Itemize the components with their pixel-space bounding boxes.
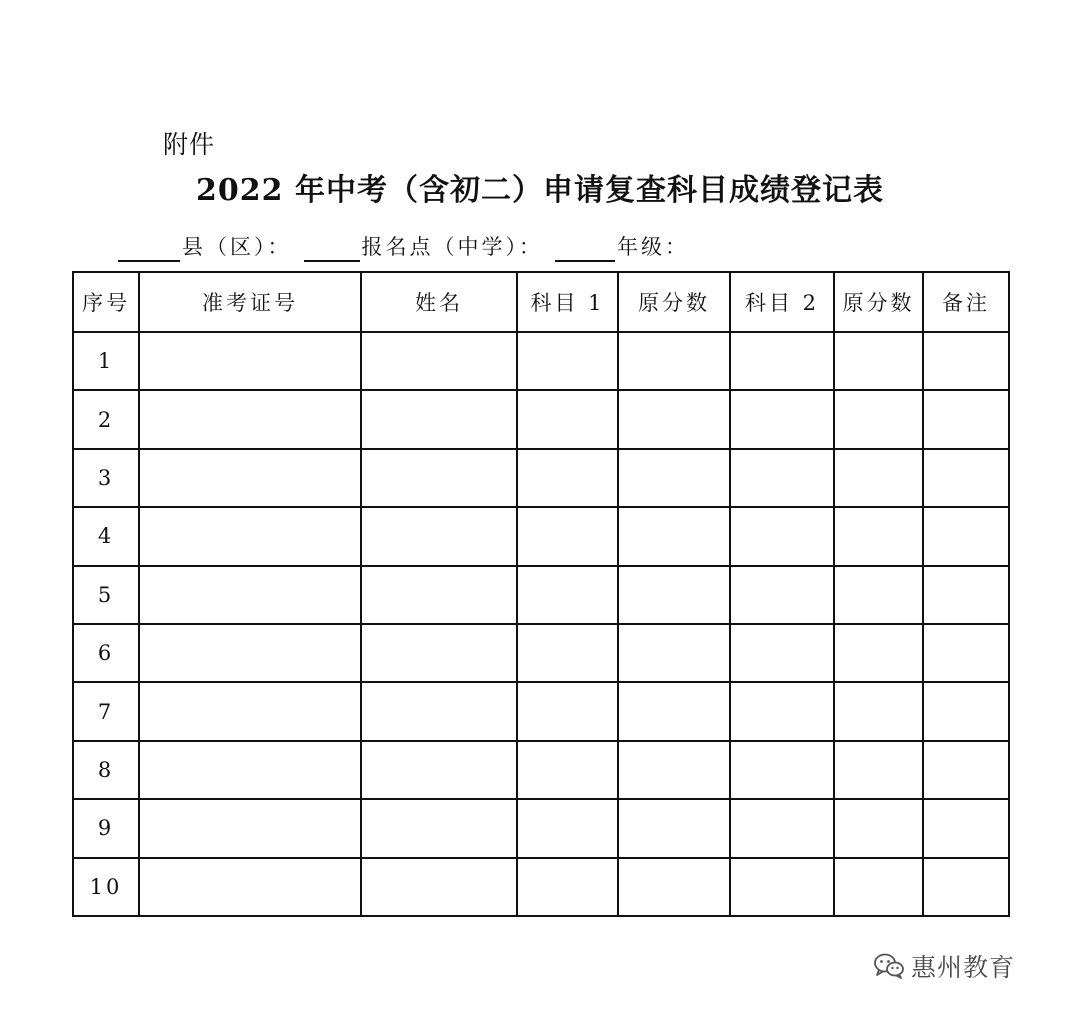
header-subject-1: 科目 1	[517, 272, 618, 332]
remarks-cell[interactable]	[923, 507, 1009, 565]
wechat-icon	[873, 952, 905, 980]
county-blank[interactable]	[118, 234, 180, 262]
header-serial-number: 序号	[73, 272, 139, 332]
remarks-cell[interactable]	[923, 858, 1009, 916]
remarks-cell[interactable]	[923, 566, 1009, 624]
table-row	[73, 332, 1009, 390]
subject-1-cell[interactable]	[517, 390, 618, 448]
subject-1-cell[interactable]	[517, 741, 618, 799]
subject-2-cell[interactable]	[730, 390, 834, 448]
admission-ticket-cell[interactable]	[139, 799, 361, 857]
original-score-1-cell[interactable]	[618, 507, 730, 565]
name-cell[interactable]	[361, 624, 517, 682]
original-score-2-cell[interactable]	[834, 741, 923, 799]
header-row	[73, 272, 1009, 332]
row-number: 3	[73, 449, 139, 507]
table-row	[73, 682, 1009, 740]
subject-2-cell[interactable]	[730, 507, 834, 565]
original-score-1-cell[interactable]	[618, 390, 730, 448]
remarks-cell[interactable]	[923, 390, 1009, 448]
remarks-cell[interactable]	[923, 332, 1009, 390]
name-cell[interactable]	[361, 566, 517, 624]
name-cell[interactable]	[361, 799, 517, 857]
watermark-text: 惠州教育	[911, 953, 1016, 982]
subject-1-cell[interactable]	[517, 507, 618, 565]
subject-1-cell[interactable]	[517, 332, 618, 390]
subject-2-cell[interactable]	[730, 449, 834, 507]
row-number: 10	[73, 858, 139, 916]
form-title: 2022 年中考（含初二）申请复查科目成绩登记表	[196, 173, 884, 208]
row-number: 1	[73, 332, 139, 390]
table-row	[73, 390, 1009, 448]
name-cell[interactable]	[361, 858, 517, 916]
registration-point-blank[interactable]	[304, 234, 360, 262]
subject-2-cell[interactable]	[730, 741, 834, 799]
subject-1-cell[interactable]	[517, 858, 618, 916]
admission-ticket-cell[interactable]	[139, 332, 361, 390]
table-row	[73, 741, 1009, 799]
remarks-cell[interactable]	[923, 799, 1009, 857]
remarks-cell[interactable]	[923, 624, 1009, 682]
grade-label: 年级：	[617, 235, 689, 259]
original-score-1-cell[interactable]	[618, 799, 730, 857]
remarks-cell[interactable]	[923, 682, 1009, 740]
original-score-2-cell[interactable]	[834, 449, 923, 507]
remarks-cell[interactable]	[923, 741, 1009, 799]
original-score-1-cell[interactable]	[618, 741, 730, 799]
subject-2-cell[interactable]	[730, 624, 834, 682]
header-original-score-2: 原分数	[834, 272, 923, 332]
form-header-fields	[118, 226, 689, 262]
table-body	[73, 332, 1009, 916]
original-score-2-cell[interactable]	[834, 682, 923, 740]
row-number: 5	[73, 566, 139, 624]
admission-ticket-cell[interactable]	[139, 624, 361, 682]
remarks-cell[interactable]	[923, 449, 1009, 507]
original-score-2-cell[interactable]	[834, 624, 923, 682]
table-row	[73, 624, 1009, 682]
original-score-1-cell[interactable]	[618, 624, 730, 682]
admission-ticket-cell[interactable]	[139, 682, 361, 740]
row-number: 6	[73, 624, 139, 682]
header-remarks: 备注	[923, 272, 1009, 332]
admission-ticket-cell[interactable]	[139, 390, 361, 448]
original-score-1-cell[interactable]	[618, 449, 730, 507]
original-score-2-cell[interactable]	[834, 507, 923, 565]
score-review-table	[72, 271, 1010, 917]
row-number: 8	[73, 741, 139, 799]
watermark	[873, 946, 1015, 986]
subject-1-cell[interactable]	[517, 682, 618, 740]
subject-2-cell[interactable]	[730, 858, 834, 916]
table-row	[73, 799, 1009, 857]
registration-point-label: 报名点（中学）：	[361, 235, 543, 259]
row-number: 2	[73, 390, 139, 448]
subject-1-cell[interactable]	[517, 799, 618, 857]
name-cell[interactable]	[361, 741, 517, 799]
row-number: 9	[73, 799, 139, 857]
name-cell[interactable]	[361, 332, 517, 390]
admission-ticket-cell[interactable]	[139, 449, 361, 507]
row-number: 7	[73, 682, 139, 740]
attachment-label: 附件	[163, 130, 216, 159]
name-cell[interactable]	[361, 390, 517, 448]
subject-2-cell[interactable]	[730, 332, 834, 390]
header-subject-2: 科目 2	[730, 272, 834, 332]
original-score-2-cell[interactable]	[834, 858, 923, 916]
original-score-2-cell[interactable]	[834, 566, 923, 624]
name-cell[interactable]	[361, 507, 517, 565]
subject-2-cell[interactable]	[730, 566, 834, 624]
original-score-2-cell[interactable]	[834, 332, 923, 390]
original-score-2-cell[interactable]	[834, 799, 923, 857]
table-row	[73, 858, 1009, 916]
admission-ticket-cell[interactable]	[139, 858, 361, 916]
original-score-1-cell[interactable]	[618, 858, 730, 916]
row-number: 4	[73, 507, 139, 565]
admission-ticket-cell[interactable]	[139, 741, 361, 799]
header-admission-ticket: 准考证号	[139, 272, 361, 332]
original-score-1-cell[interactable]	[618, 332, 730, 390]
original-score-2-cell[interactable]	[834, 390, 923, 448]
subject-1-cell[interactable]	[517, 566, 618, 624]
header-original-score-1: 原分数	[618, 272, 730, 332]
header-name: 姓名	[361, 272, 517, 332]
subject-1-cell[interactable]	[517, 624, 618, 682]
name-cell[interactable]	[361, 682, 517, 740]
table-row	[73, 449, 1009, 507]
admission-ticket-cell[interactable]	[139, 507, 361, 565]
grade-blank[interactable]	[555, 234, 615, 262]
county-label: 县（区）：	[182, 235, 292, 259]
original-score-1-cell[interactable]	[618, 566, 730, 624]
table-row	[73, 507, 1009, 565]
subject-2-cell[interactable]	[730, 682, 834, 740]
name-cell[interactable]	[361, 449, 517, 507]
table-row	[73, 566, 1009, 624]
admission-ticket-cell[interactable]	[139, 566, 361, 624]
subject-1-cell[interactable]	[517, 449, 618, 507]
subject-2-cell[interactable]	[730, 799, 834, 857]
original-score-1-cell[interactable]	[618, 682, 730, 740]
